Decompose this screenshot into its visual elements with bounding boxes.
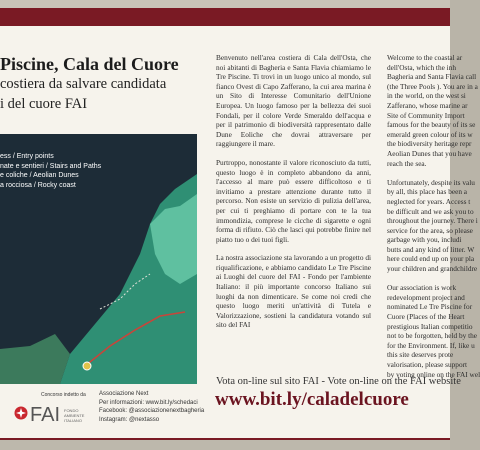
english-line: neglected for years. Access t <box>387 196 471 206</box>
vote-line: Vota on-line sul sito FAI - Vote on-line on the FAI website <box>216 376 461 387</box>
english-line: valorisation, please support <box>387 360 468 369</box>
english-line: emerald green colour of its w <box>387 129 473 139</box>
english-line: in the world, on the west si <box>387 91 466 101</box>
english-line: service for the area, so please <box>387 225 473 235</box>
association-line: Instagram: @nextasso <box>99 416 160 423</box>
sign-panel <box>0 26 480 438</box>
italian-paragraph: Purtroppo, nonostante il valore riconosciuto da tutti, questo luogo è in completo abbandono da anni, l'accesso al mare può essere difficoltoso e ti invitiamo a prestare attenzione durante tutto il percorso. Non esiste un servizio di pulizia dell'area, per cui ti preghiamo di portare con te la tua immondizia, comprese le cicche di sigarette e ogni forma di rifiuto. Ciò che lasci qui potrebbe finire nel piatto tuo o dei tuoi figli. <box>216 157 371 244</box>
italian-text-column <box>216 53 371 339</box>
association-line: Per informazioni: www.bit.ly/schedaci <box>99 399 198 406</box>
english-line: Zafferano, whose marine ar <box>387 100 468 110</box>
english-line: (the Three Pools ). You are in a <box>387 81 478 91</box>
legend-item: e coliche / Aeolian Dunes <box>0 172 79 180</box>
english-line: by voting online on the FAI wel <box>387 369 480 379</box>
english-line: Welcome to the coastal ar <box>387 53 463 62</box>
map-legend <box>0 152 101 190</box>
english-line: the biodiversity heritage repr <box>387 139 472 149</box>
english-line <box>387 274 477 284</box>
entry-point-marker <box>83 362 91 370</box>
association-line: Facebook: @associazionenextbagheria <box>99 408 205 414</box>
vote-url: www.bit.ly/caladelcuore <box>215 389 409 410</box>
association-line: Associazione Next <box>99 391 149 397</box>
english-line: this site deserves prote <box>387 350 454 360</box>
english-line: garbage with you, includi <box>387 235 462 245</box>
english-line: nominated Le Tre Piscine for <box>387 302 473 312</box>
sign-title: Piscine, Cala del Cuore <box>0 54 179 74</box>
association-info <box>99 390 204 424</box>
english-text-column <box>387 53 480 379</box>
english-line: redevelopment project and <box>387 292 465 302</box>
contest-label: Concorso indetto da <box>41 392 86 398</box>
english-line: famous for the beauty of its se <box>387 120 476 130</box>
english-line: Site of Community Import <box>387 110 465 120</box>
left-panel <box>0 26 205 438</box>
english-line <box>387 168 477 178</box>
english-line: Cuore (Places of the Heart <box>387 312 465 322</box>
english-line: your children and grandchildre <box>387 264 478 274</box>
english-line: dell'Osta, which the inh <box>387 62 456 72</box>
english-line: Unfortunately, despite its valu <box>387 177 475 187</box>
legend-item: a rocciosa / Rocky coast <box>0 181 76 189</box>
english-line: Our association is work <box>387 283 457 293</box>
fai-logo-icon <box>14 406 28 420</box>
english-line: butts and any kind of litter. W <box>387 244 475 254</box>
english-line: be difficult and we ask you to <box>387 206 474 216</box>
english-line: prestigious Italian competitio <box>387 321 473 331</box>
fai-logo-text: FAI <box>30 404 61 426</box>
sign-board <box>0 8 480 440</box>
logo-strip <box>0 388 205 434</box>
english-line: throughout the journey. There i <box>387 216 478 226</box>
english-line: for the Environment. If, like u <box>387 340 475 350</box>
sign-subtitle-2: i del cuore FAI <box>0 96 88 112</box>
english-line: reach the sea. <box>387 158 427 168</box>
english-line: Aeolian Dunes that you have <box>387 148 472 158</box>
legend-item: nate e sentieri / Stairs and Paths <box>0 162 102 170</box>
legend-item: ess / Entry points <box>0 153 54 160</box>
english-line: not to be forgotten, held by the <box>387 331 478 341</box>
english-line: here could end up on your pla <box>387 254 475 264</box>
italian-paragraph: Benvenuto nell'area costiera di Cala dell'Osta, che noi abitanti di Bagheria e Santa Flavia chiamiamo le Tre Piscine. Ti trovi in un luogo unico al mondo, sul fianco Ovest di Capo Zafferano, la cui area marina è un Sito di Interesse Comunitario dell'Unione Europea. Un luogo famoso per la bellezza dei suoi Fondali, per il colore Verde Smeraldo dell'acqua e per il patrimonio di biodiversità rappresentato dalle Dune Eoliche che dovrai attraversare per raggiungere il mare. <box>216 53 371 149</box>
fai-logo-subtext: FONDO AMBIENTE ITALIANO <box>64 408 85 423</box>
english-line: by all, this place has been a <box>387 187 468 197</box>
english-line: Bagheria and Santa Flavia call <box>387 72 477 82</box>
italian-paragraph: La nostra associazione sta lavorando a un progetto di riqualificazione, e abbiamo candidato Le Tre Piscine ai Luoghi del cuore del FAI - Fondo per l'ambiente Italiano: il più importante concorso Italiano sui luoghi da non dimenticare. Se come noi credi che questo luogo meriti un'attività di Tutela e Valorizzazione, sostieni la candidatura votando sul sito del FAI <box>216 253 371 330</box>
sign-subtitle-1: costiera da salvare candidata <box>0 76 167 92</box>
